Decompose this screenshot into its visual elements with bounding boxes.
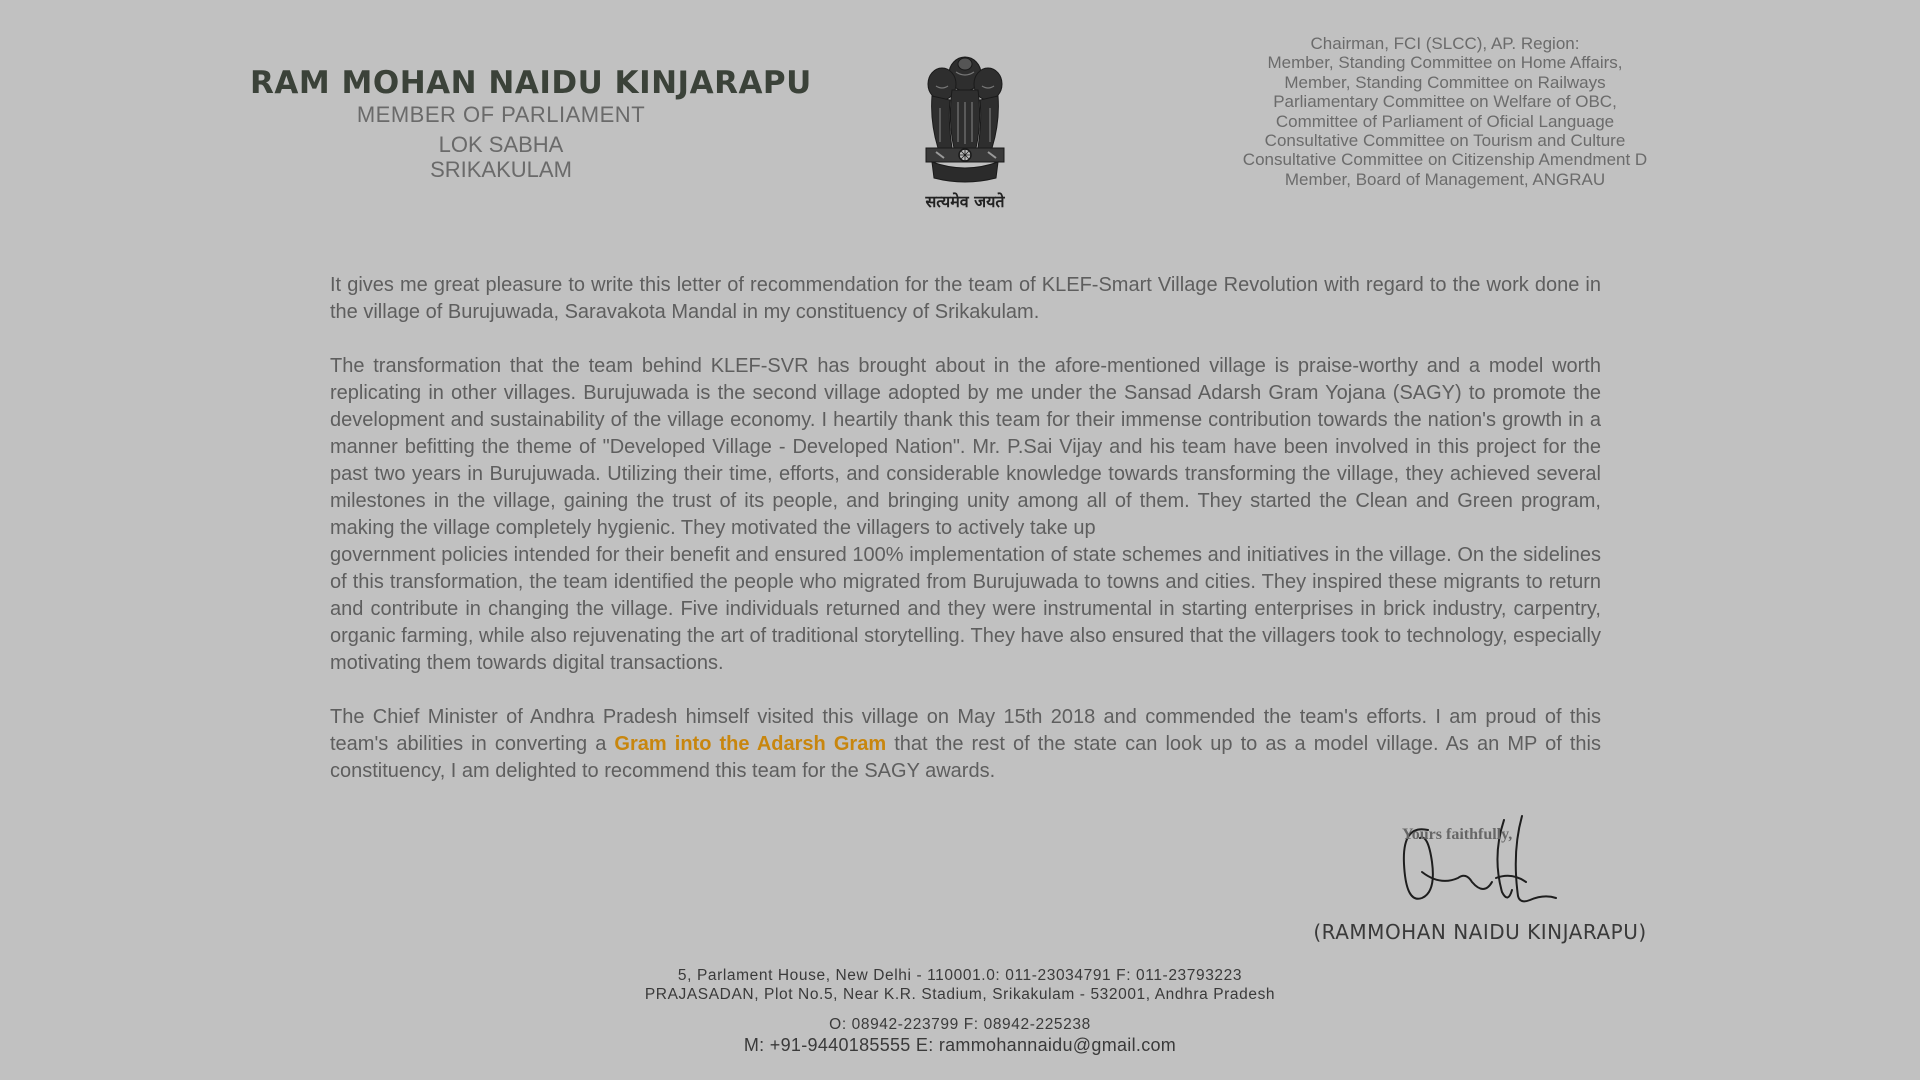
emblem-motto: सत्यमेव जयते xyxy=(925,192,1005,211)
letter-paragraph-intro: It gives me great pleasure to write this letter of recommendation for the team of KLEF-Smart Village Revolution with regard to the work done in the village of Burujuwada, Saravakota Mandal in my constituency of Srikakulam. xyxy=(330,274,1601,323)
letter-paragraph-transformation-cont: government policies intended for their benefit and ensured 100% implementation of state schemes and initiatives in the village. On the sidelines of this transformation, the team identified the people who migrated from Burujuwada to towns and cities. They inspired these migrants to return and contribute in changing the village. Five individuals returned and they were instrumental in starting enterprises in brick industry, carpentry, organic farming, while also rejuvenating the art of traditional storytelling. They have also ensured that the villagers took to technology, especially motivating them towards digital transactions. xyxy=(330,544,1601,674)
letter-paragraph-recommendation xyxy=(330,704,1601,785)
closing-salutation: Yours faithfully, xyxy=(1402,826,1513,843)
position-line: Consultative Committee on Citizenship Amendment D xyxy=(1242,150,1648,170)
position-line: Consultative Committee on Tourism and Culture xyxy=(1264,131,1626,151)
recommendation-text-end: that the rest of the state can look up to as a model village. As an MP of this constituency, I am delighted to recommend this team for the SAGY awards. xyxy=(330,733,1601,782)
position-line: Member, Board of Management, ANGRAU xyxy=(1284,169,1606,189)
letter-body xyxy=(330,272,1601,785)
position-line: Member, Standing Committee on Railways xyxy=(1284,72,1606,92)
position-line: Committee of Parliament of Oficial Language xyxy=(1275,111,1615,131)
position-line: Chairman, FCI (SLCC), AP. Region: xyxy=(1310,34,1580,53)
committee-positions xyxy=(1210,34,1680,189)
signatory-name: (RAMMOHAN NAIDU KINJARAPU) xyxy=(1313,920,1647,944)
position-line: Member, Standing Committee on Home Affairs, xyxy=(1267,53,1623,73)
mp-name: RAM MOHAN NAIDU KINJARAPU xyxy=(250,65,812,101)
office-phones: O: 08942-223799 F: 08942-225238 xyxy=(829,1016,1091,1033)
mp-house: LOK SABHA xyxy=(438,132,564,157)
letter-paragraph-transformation: The transformation that the team behind KLEF-SVR has brought about in the afore-mentioned village is praise-worthy and a model worth replicating in other villages. Burujuwada is the second village adopted by me under the Sansad Adarsh Gram Yojana (SAGY) to promote the development and sustainability of the village economy. I heartily thank this team for their immense contribution towards the nation's growth in a manner befitting the theme of "Developed Village - Developed Nation". Mr. P.Sai Vijay and his team have been involved in this project for the past two years in Burujuwada. Utilizing their time, efforts, and considerable knowledge towards transforming the village, they achieved several milestones in the village, gaining the trust of its people, and bringing unity among all of them. They started the Clean and Green program, making the village completely hygienic. They motivated the villagers to actively take up xyxy=(330,355,1601,539)
recommendation-text-start: The Chief Minister of Andhra Pradesh himself visited this village on May 15th 2018 and commended the team's efforts. I am proud of this team's abilities in converting a xyxy=(330,706,1601,755)
letterhead-footer xyxy=(460,966,1460,1056)
adarsh-gram-highlight: Gram into the Adarsh Gram xyxy=(614,733,887,755)
mp-designation: MEMBER OF PARLIAMENT xyxy=(356,102,646,127)
delhi-address: 5, Parlament House, New Delhi - 110001.0: 011-23034791 F: 011-23793223 xyxy=(677,967,1243,984)
lion-capital-icon xyxy=(912,52,1018,192)
mp-constituency: SRIKAKULAM xyxy=(430,157,572,182)
national-emblem xyxy=(912,52,1018,216)
mobile-email: M: +91-9440185555 E: rammohannaidu@gmail.com xyxy=(743,1035,1177,1055)
letterhead-identity xyxy=(250,64,812,182)
position-line: Parliamentary Committee on Welfare of OBC, xyxy=(1273,92,1617,112)
local-address: PRAJASADAN, Plot No.5, Near K.R. Stadium, Srikakulam - 532001, Andhra Pradesh xyxy=(644,986,1276,1003)
